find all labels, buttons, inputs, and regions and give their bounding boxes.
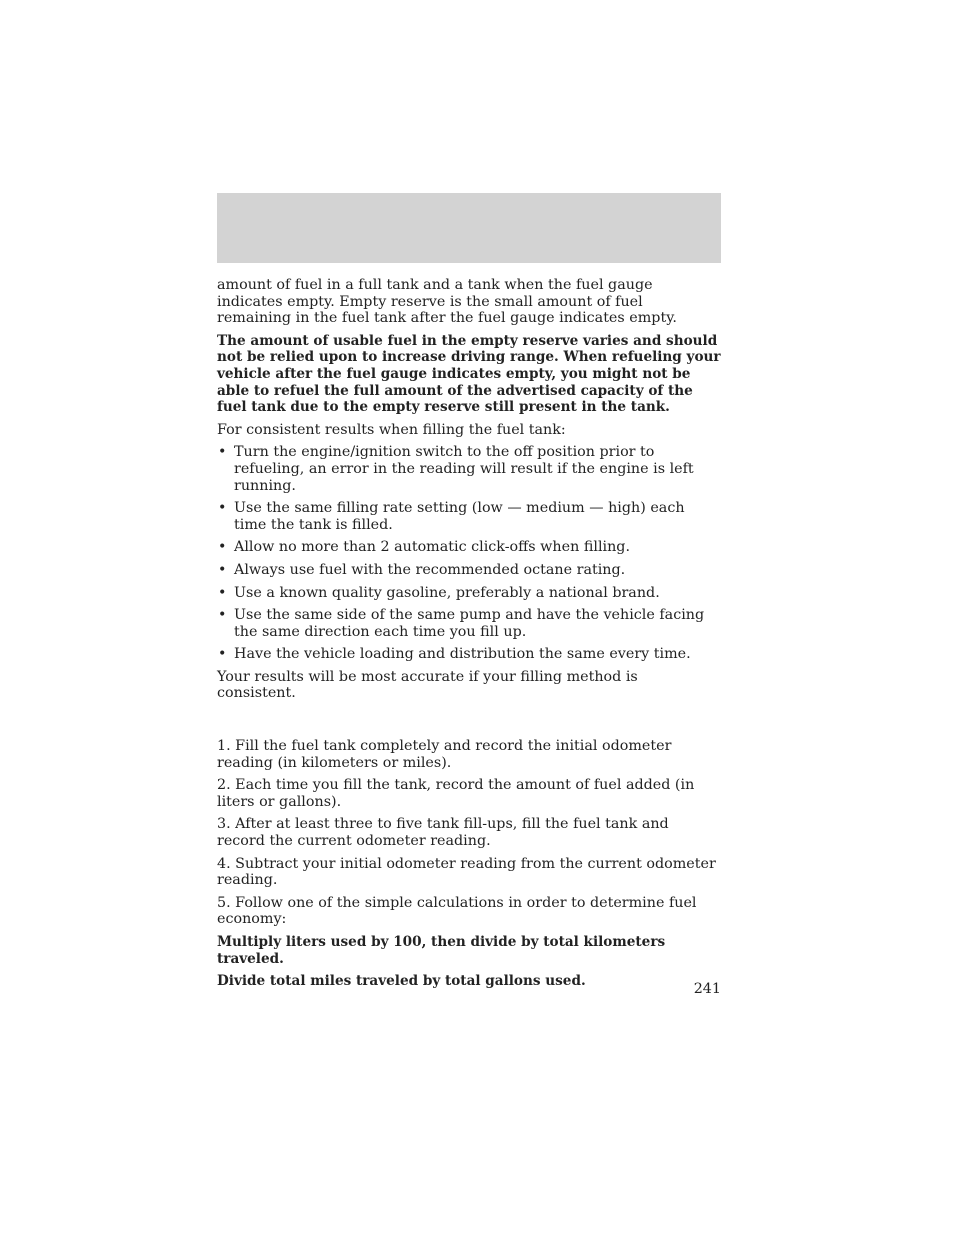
list-item: • Use the same filling rate setting (low — medium — high) each time the tank is filled.	[217, 500, 721, 533]
warning-paragraph: The amount of usable fuel in the empty reserve varies and should not be relied upon to increase driving range. When refueling your vehicle after the fuel gauge indicates empty, you might not be able to refuel the full amount of the advertised capacity of the fuel tank due to the empty reserve still present in the tank.	[217, 332, 721, 416]
list-item: • Have the vehicle loading and distribution the same every time.	[217, 646, 721, 663]
step-item: 3. After at least three to five tank fill-ups, fill the fuel tank and record the current odometer reading.	[217, 816, 669, 850]
step-item: 5. Follow one of the simple calculations in order to determine fuel economy:	[217, 894, 697, 928]
list-item: • Turn the engine/ignition switch to the off position prior to refueling, an error in the reading will result if the engine is left running.	[217, 444, 721, 494]
page-number: 241	[693, 981, 721, 997]
page-content	[217, 277, 721, 996]
list-item: • Always use fuel with the recommended octane rating.	[217, 562, 721, 579]
step-item: 1. Fill the fuel tank completely and record the initial odometer reading (in kilometers or miles).	[217, 738, 672, 771]
section-gap	[217, 708, 721, 738]
consistent-results-heading: For consistent results when filling the fuel tank:	[217, 421, 566, 438]
section-header-band	[217, 193, 721, 263]
list-item: • Allow no more than 2 automatic click-offs when filling.	[217, 539, 721, 556]
us-calculation: Divide total miles traveled by total gallons used.	[217, 973, 586, 990]
step-item: 4. Subtract your initial odometer reading from the current odometer reading.	[217, 855, 716, 889]
metric-calculation: Multiply liters used by 100, then divide by total kilometers traveled.	[217, 934, 666, 967]
step-item: 2. Each time you fill the tank, record the amount of fuel added (in liters or gallons).	[217, 777, 695, 810]
list-item: • Use the same side of the same pump and have the vehicle facing the same direction each time you fill up.	[217, 607, 721, 640]
filling-tips-list	[217, 444, 721, 663]
list-item: • Use a known quality gasoline, preferably a national brand.	[217, 585, 721, 602]
intro-paragraph: amount of fuel in a full tank and a tank when the fuel gauge indicates empty. Empty reserve is the small amount of fuel remaining in the fuel tank after the fuel gauge indicates empty.	[217, 277, 677, 327]
accuracy-note: Your results will be most accurate if your filling method is consistent.	[217, 668, 638, 702]
